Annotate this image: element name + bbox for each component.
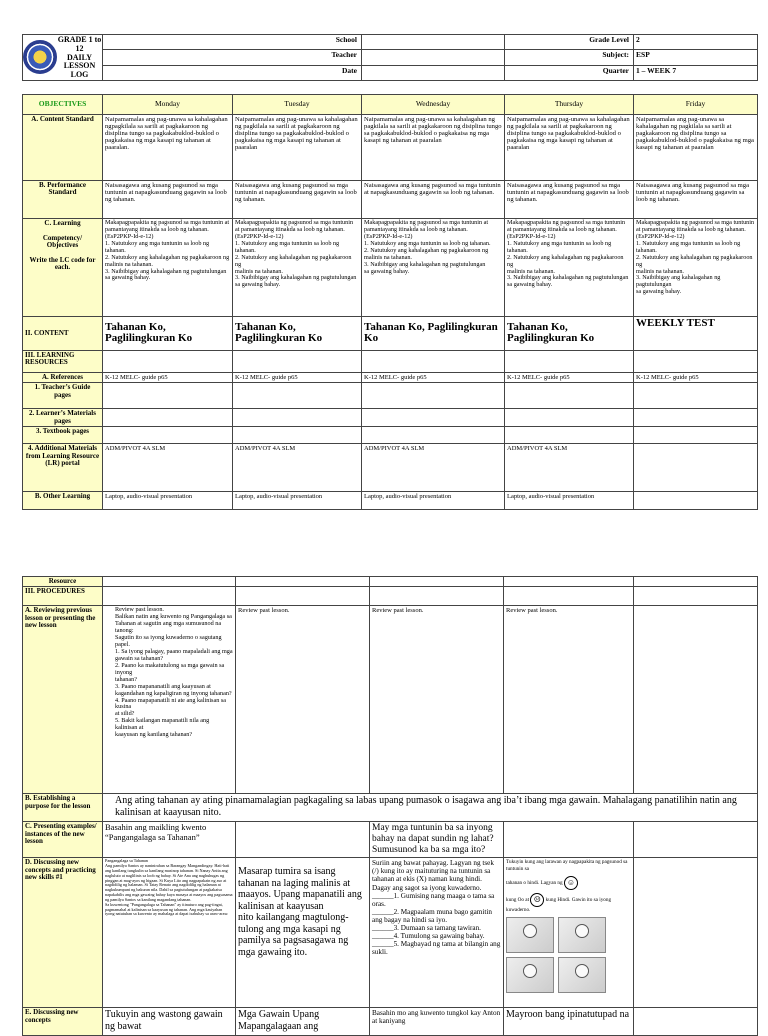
references-thu: K-12 MELC- guide p65 bbox=[505, 372, 634, 382]
additional-tue: ADM/PIVOT 4A SLM bbox=[233, 444, 362, 492]
illustration-image bbox=[558, 957, 606, 993]
learning-resources-label: III. LEARNING RESOURCES bbox=[23, 350, 103, 372]
sad-face-icon: ☹ bbox=[530, 893, 544, 907]
illustration-group bbox=[506, 917, 631, 993]
other-wed: Laptop, audio-visual presentation bbox=[362, 492, 505, 510]
competency-tue: Makapagpapakita ng pagsunod sa mga tuntunin at pamantayang itinakda sa loob ng tahanan. (EsP2PKP-Id-e-12) 1. Natutukoy ang mga tuntunin sa loob ng tahanan. 2. Natutukoy ang kahalagahan ng pagkakaroon ng malinis na tahanan. 3. Naibibigay ang kahalagahan ng pagtutulungan sa gawaing bahay. bbox=[233, 218, 362, 316]
reviewing-tue: Review past lesson. bbox=[236, 606, 370, 794]
other-learning-label: B. Other Learning bbox=[23, 492, 103, 510]
content-mon: Tahanan Ko, Paglilingkuran Ko bbox=[103, 316, 233, 350]
daily-lesson-log-table-top bbox=[22, 34, 758, 510]
procedures-label: III. PROCEDURES bbox=[23, 587, 103, 606]
objectives-header: OBJECTIVES bbox=[23, 94, 103, 114]
content-thu: Tahanan Ko, Paglilingkuran Ko bbox=[505, 316, 634, 350]
school-label: School bbox=[103, 35, 362, 50]
performance-standard-label: B. Performance Standard bbox=[23, 180, 103, 218]
content-tue: Tahanan Ko, Paglilingkuran Ko bbox=[233, 316, 362, 350]
content-wed: Tahanan Ko, Paglilingkuran Ko bbox=[362, 316, 505, 350]
illustration-image bbox=[506, 917, 554, 953]
performance-standard-mon: Naisasagawa ang kusang pagsunod sa mga tuntunin at napagkasunduang gagawin sa loob ng tahanan. bbox=[103, 180, 233, 218]
competency-wed: Makapagpapakita ng pagsunod sa mga tuntunin at pamantayang itinakda sa loob ng tahanan. (EsP2PKP-Id-e-12) 1. Natutukoy ang mga tuntunin sa loob ng tahanan. 2. Natutukoy ang kahalagahan ng pagkakaroon ng malinis na tahanan. 3. Naibibigay ang kahalagahan ng pagtutulungan sa gawaing bahay. bbox=[362, 218, 505, 316]
subject-value[interactable]: ESP bbox=[634, 50, 758, 65]
additional-thu: ADM/PIVOT 4A SLM bbox=[505, 444, 634, 492]
additional-materials-label: 4. Additional Materials from Learning Resource (LR) portal bbox=[23, 444, 103, 492]
competency-fri: Makapagpapakita ng pagsunod sa mga tuntunin at pamantayang itinakda sa loob ng tahanan. (EsP2PKP-Id-e-12) 1. Natutukoy ang mga tuntunin sa loob ng tahanan. 2. Natutukoy ang kahalagahan ng pagkakaroon ng malinis na tahanan. 3. Naibibigay ang kahalagahan ng pagtutulungan sa gawaing bahay. bbox=[634, 218, 758, 316]
references-wed: K-12 MELC- guide p65 bbox=[362, 372, 505, 382]
date-label: Date bbox=[103, 65, 362, 80]
discussing-mon: Pangangalaga sa Tahanan Ang pamilya Santos ay naninirahan sa Barangay Mangandingay. Hati-hati ang kanilang tungkulin sa kanilang masinop tahanan. Si Nanay Anita ang nagluluto at naglilinis sa loob ng bahay. Si Ate Ana ang naghuhugas ng pinggan at mag-ayos ng higaan. Si Kuya Lito ang nagpapakain ng aso at nagdidilig ng halaman. Si Tatay Renato ang nagdidilig ng halaman at nagkukumpuni ng bakuran nila. Dahil sa pagtutulungan at pagkakaisa napakabilis ang mga gawaing bahay kaya masaya at maayos ang pagsasama ng pamilya Santos sa kanilang magandang tahanan. Sa kuwentong "Pangangalaga sa Tahanan" ay itinuturo ang pag-iingat, pagmamahal at kalinisan sa kaayusan ng tahanan. Ang mga kasiyahan iyong natutuhan sa kuwento ay mahalaga at dapat isabuhay sa araw-araw. bbox=[103, 858, 236, 1008]
additional-wed: ADM/PIVOT 4A SLM bbox=[362, 444, 505, 492]
discussing2-label: E. Discussing new concepts bbox=[23, 1008, 103, 1036]
presenting-wed: May mga tuntunin ba sa inyong bahay na dapat sundin ng lahat? Sumusunod ka ba sa mga ito? bbox=[370, 822, 504, 858]
content-standard-tue: Naipamamalas ang pag-unawa sa kahalagahan ng pagkilala sa sarili at pagkakaroon ng disiplina tungo sa pagkakabuklod-buklod o pagkakaisa ng mga kasapi ng tahanan at paaralan bbox=[233, 114, 362, 180]
discussing-tue: Masarap tumira sa isang tahanan na laging malinis at maayos. Upang mapanatili ang kalinisan at kaayusan nito kailangang magtulong-tulong ang mga kasapi ng pamilya sa pagsasagawa ng mga gawaing ito. bbox=[236, 858, 370, 1008]
learning-competency-label: C. Learning Competency/ Objectives Write the LC code for each. bbox=[23, 218, 103, 316]
discussing-label: D. Discussing new concepts and practicing new skills #1 bbox=[23, 858, 103, 1008]
performance-standard-wed: Naisasagawa ang kusang pagsunod sa mga tuntunin at napagkasunduang gagawin sa loob ng tahanan. bbox=[362, 180, 505, 218]
discussing2-thu: Mayroon bang ipinatutupad na bbox=[504, 1008, 634, 1036]
day-monday: Monday bbox=[103, 94, 233, 114]
discussing2-wed: Basahin mo ang kuwento tungkol kay Anton at kaniyang bbox=[370, 1008, 504, 1036]
discussing-thu-text-2: tahanan o hindi. Lagyan ng bbox=[506, 880, 563, 887]
reviewing-wed: Review past lesson. bbox=[370, 606, 504, 794]
discussing2-mon: Tukuyin ang wastong gawain ng bawat bbox=[103, 1008, 236, 1036]
performance-standard-tue: Naisasagawa ang kusang pagsunod sa mga tuntunin at napagkasunduang gagawin sa loob ng tahanan. bbox=[233, 180, 362, 218]
date-value[interactable] bbox=[362, 65, 505, 80]
establishing-text: Ang ating tahanan ay ating pinamamalagian pagkagaling sa labas upang pumasok o isagawa ang iba’t ibang mga gawain. Mahalagang panatilihin natin ang kalinisan at kaayusan nito. bbox=[103, 794, 758, 822]
quarter-label: Quarter bbox=[505, 65, 634, 80]
performance-standard-fri: Naisasagawa ang kusang pagsunod sa mga tuntunin at napagkasunduang gagawin sa loob ng tahanan. bbox=[634, 180, 758, 218]
content-fri: WEEKLY TEST bbox=[634, 316, 758, 350]
dll-title: GRADE 1 to 12 DAILY LESSON LOG bbox=[57, 35, 102, 80]
daily-lesson-log-table-bottom bbox=[22, 576, 758, 1036]
day-wednesday: Wednesday bbox=[362, 94, 505, 114]
resource-label: Resource bbox=[23, 577, 103, 587]
day-tuesday: Tuesday bbox=[233, 94, 362, 114]
grade-level-value[interactable]: 2 bbox=[634, 35, 758, 50]
other-tue: Laptop, audio-visual presentation bbox=[233, 492, 362, 510]
discussing2-tue: Mga Gawain Upang Mapangalagaan ang bbox=[236, 1008, 370, 1036]
references-fri: K-12 MELC- guide p65 bbox=[634, 372, 758, 382]
smiley-face-icon: ☺ bbox=[564, 876, 578, 890]
deped-seal-icon bbox=[23, 40, 57, 74]
presenting-label: C. Presenting examples/ instances of the new lesson bbox=[23, 822, 103, 858]
header-logo-cell bbox=[23, 35, 103, 81]
discussing-thu bbox=[504, 858, 634, 1008]
discussing-thu-text-1: Tukuyin kung ang larawan ay nagpapakita ng pagsunod sa tuntunin sa bbox=[506, 859, 628, 872]
content-standard-wed: Naipamamalas ang pag-unawa sa kahalagahan ng pagkilala sa sarili at pagkakaroon ng disiplina tungo sa pagkakabuklod-buklod o pagkakaisa ng mga kasapi ng tahanan at paaralan bbox=[362, 114, 505, 180]
presenting-mon: Basahin ang maikling kwento “Pangangalaga sa Tahanan” bbox=[103, 822, 236, 858]
additional-mon: ADM/PIVOT 4A SLM bbox=[103, 444, 233, 492]
competency-thu: Makapagpapakita ng pagsunod sa mga tuntunin at pamantayang itinakda sa loob ng tahanan. (EsP2PKP-Id-e-12) 1. Natutukoy ang mga tuntunin sa loob ng tahanan. 2. Natutukoy ang kahalagahan ng pagkakaroon ng malinis na tahanan. 3. Naibibigay ang kahalagahan ng pagtutulungan sa gawaing bahay. bbox=[505, 218, 634, 316]
illustration-image bbox=[506, 957, 554, 993]
competency-mon: Makapagpapakita ng pagsunod sa mga tuntunin at pamantayang itinakda sa loob ng tahanan. (EsP2PKP-Id-e-12) 1. Natutukoy ang mga tuntunin sa loob ng tahanan. 2. Natutukoy ang kahalagahan ng pagkakaroon ng malinis na tahanan. 3. Naibibigay ang kahalagahan ng pagtutulungan sa gawaing bahay. bbox=[103, 218, 233, 316]
discussing-thu-text-3: kung Oo at bbox=[506, 897, 530, 904]
content-label: II. CONTENT bbox=[23, 316, 103, 350]
content-standard-label: A. Content Standard bbox=[23, 114, 103, 180]
illustration-image bbox=[558, 917, 606, 953]
content-standard-fri: Naipamamalas ang pag-unawa sa kahalagahan ng pagkilala sa sarili at pagkakaroon ng disiplina tungo sa pagkakabuklod-buklod o pagkakaisa ng mga kasapi ng tahanan at paaralan bbox=[634, 114, 758, 180]
references-mon: K-12 MELC- guide p65 bbox=[103, 372, 233, 382]
references-tue: K-12 MELC- guide p65 bbox=[233, 372, 362, 382]
other-mon: Laptop, audio-visual presentation bbox=[103, 492, 233, 510]
reviewing-thu: Review past lesson. bbox=[504, 606, 634, 794]
school-value[interactable] bbox=[362, 35, 505, 50]
teacher-value[interactable] bbox=[362, 50, 505, 65]
reviewing-label: A. Reviewing previous lesson or presenting the new lesson bbox=[23, 606, 103, 794]
learners-materials-label: 2. Learner’s Materials pages bbox=[23, 409, 103, 427]
performance-standard-thu: Naisasagawa ang kusang pagsunod sa mga tuntunin at napagkasunduang gagawin sa loob ng tahanan. bbox=[505, 180, 634, 218]
content-standard-thu: Naipamamalas ang pag-unawa sa kahalagahan ng pagkilala sa sarili at pagkakaroon ng disiplina tungo sa pagkakabuklod-buklod o pagkakaisa ng mga kasapi ng tahanan at paaralan bbox=[505, 114, 634, 180]
references-label: A. References bbox=[23, 372, 103, 382]
teacher-label: Teacher bbox=[103, 50, 362, 65]
discussing-thu-text-4: kung Hindi. Gawin ito sa iyong kuwaderno. bbox=[506, 897, 612, 914]
day-thursday: Thursday bbox=[505, 94, 634, 114]
discussing-wed: Suriin ang bawat pahayag. Lagyan ng tsek (/) kung ito ay maituturing na tuntunin sa tahanan at ekis (X) naman kung hindi. Dagay ang sagot sa iyong kuwaderno. ______1. Gumising nang maaga o tama sa oras. ______2. Magpaalam muna bago gamitin ang bagay na hindi sa iyo. ______3. Dumaan sa tamang tawiran. ______4. Tumulong sa gawaing bahay. ______5. Magbayad ng tama at bilangin ang sukli. bbox=[370, 858, 504, 1008]
day-friday: Friday bbox=[634, 94, 758, 114]
textbook-pages-label: 3. Textbook pages bbox=[23, 427, 103, 444]
content-standard-mon: Naipamamalas ang pag-unawa sa kahalagahan ngpagkilala sa sarili at pagkakaroon ng disiplina tungo sa pagkakabuklod-buklod o pagkakaisa ng mga kasapi ng tahanan at paaralan. bbox=[103, 114, 233, 180]
other-thu: Laptop, audio-visual presentation bbox=[505, 492, 634, 510]
establishing-label: B. Establishing a purpose for the lesson bbox=[23, 794, 103, 822]
reviewing-mon: Review past lesson. Balikan natin ang kuwento ng Pangangalaga sa Tahanan at sagutin ang mga sumusunod na tanong: Sagutin ito sa iyong kuwaderno o sagutang papel. 1. Sa iyong palagay, paano mapaladali ang mga gawain sa tahanan? 2. Paano ka makatutulong sa mga gawain sa inyong tahanan? 3. Paano mapananatili ang kaayusan at kagandahan ng kapaligiran ng inyong tahanan? 4. Paano mapapanatili ni ate ang kalinisan sa kusina at silid? 5. Bakit kailangan mapanatili nila ang kalinisan at kaayusan ng kanilang tahanan? bbox=[103, 606, 236, 794]
grade-level-label: Grade Level bbox=[505, 35, 634, 50]
subject-label: Subject: bbox=[505, 50, 634, 65]
quarter-value[interactable]: 1 – WEEK 7 bbox=[634, 65, 758, 80]
teachers-guide-label: 1. Teacher’s Guide pages bbox=[23, 383, 103, 409]
